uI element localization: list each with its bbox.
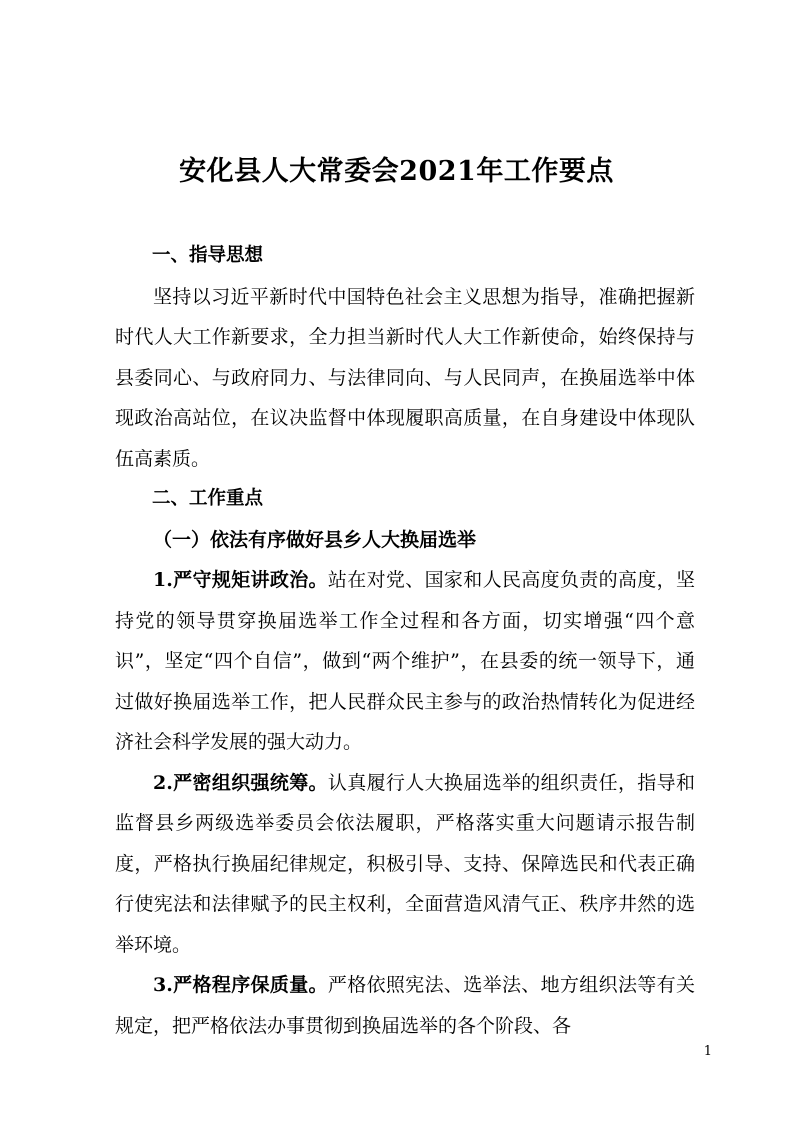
item-3-lead: 3.严格程序保质量。 (153, 974, 328, 996)
paragraph-item-3 (115, 965, 695, 1046)
item-3-text: 严格依照宪法、选举法、地方组织法等有关规定，把严格依法办事贯彻到换届选举的各个阶段、各 (115, 974, 695, 1037)
document-title: 安化县人大常委会2021年工作要点 (179, 156, 614, 187)
page-number: 1 (703, 1044, 712, 1059)
paragraph-item-2 (115, 763, 695, 966)
item-1-text: 站在对党、国家和人民高度负责的高度，坚持党的领导贯穿换届选举工作全过程和各方面，切实增强“四个意识”，坚定“四个自信”，做到“两个维护”，在县委的统一领导下，通过做好换届选举工作，把人民群众民主参与的政治热情转化为促进经济社会科学发展的强大动力。 (115, 569, 695, 753)
section-heading-work-priorities: 二、工作重点 (152, 488, 264, 509)
paragraph-item-1 (115, 560, 695, 763)
item-1-lead: 1.严守规矩讲政治。 (153, 569, 328, 591)
paragraph-guiding-ideology: 坚持以习近平新时代中国特色社会主义思想为指导，准确把握新时代人大工作新要求，全力担当新时代人大工作新使命，始终保持与县委同心、与政府同力、与法律同向、与人民同声，在换届选举中体现政治高站位，在议决监督中体现履职高质量，在自身建设中体现队伍高素质。 (115, 285, 695, 470)
document-body (115, 236, 695, 1046)
item-2-text: 认真履行人大换届选举的组织责任，指导和监督县乡两级选举委员会依法履职，严格落实重大问题请示报告制度，严格执行换届纪律规定，积极引导、支持、保障选民和代表正确行使宪法和法律赋予的民主权利，全面营造风清气正、秩序井然的选举环境。 (115, 771, 695, 956)
subsection-heading-election: （一）依法有序做好县乡人大换届选举 (153, 528, 477, 551)
item-2-lead: 2.严密组织强统筹。 (153, 771, 328, 794)
section-heading-guiding-ideology: 一、指导思想 (152, 245, 264, 266)
